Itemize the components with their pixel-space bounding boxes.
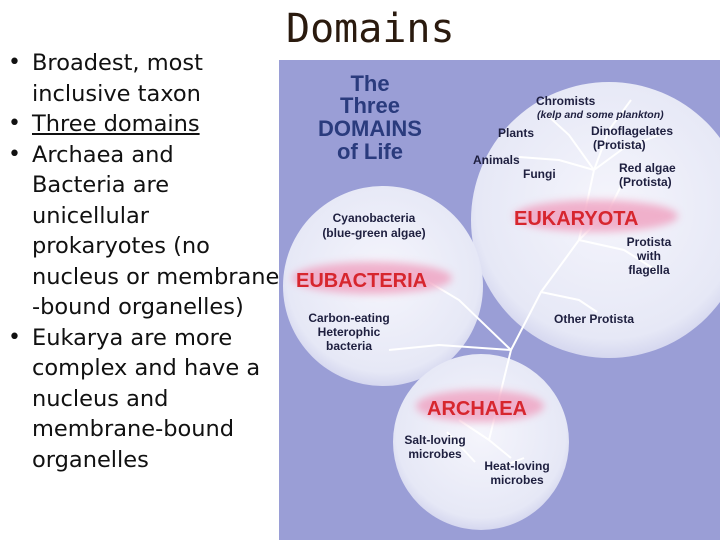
bullet-list — [6, 48, 306, 475]
label-cyanobacteria-note: (blue-green algae) — [322, 226, 426, 240]
bullet-item — [6, 109, 306, 140]
bullet-text: Broadest, most inclusive taxon — [32, 50, 203, 107]
bullet-text: Three domains — [32, 111, 200, 137]
label-heat-loving: microbes — [490, 473, 544, 487]
three-domains-figure — [279, 60, 720, 540]
label-carbon-eating: Heterophic — [317, 325, 381, 339]
domain-label-archaea: ARCHAEA — [427, 398, 527, 420]
bullet-dot: • — [8, 50, 21, 75]
label-protista-flagella: flagella — [628, 263, 670, 277]
label-dinoflagelates-note: (Protista) — [593, 138, 646, 152]
domain-label-eubacteria: EUBACTERIA — [296, 270, 428, 292]
label-red-algae: Red algae — [619, 161, 676, 175]
bullet-text: Eukarya are more complex and have a nucleus and membrane-bound organelles — [32, 324, 261, 473]
bullet-dot: • — [8, 111, 21, 136]
figure-heading-line: The — [350, 71, 390, 96]
label-chromists: Chromists — [536, 94, 596, 108]
bullet-item — [6, 48, 306, 109]
label-fungi: Fungi — [523, 167, 556, 181]
bullet-dot: • — [8, 141, 21, 167]
bullet-text: Archaea and Bacteria are unicellular prokaryotes (no nucleus or membrane -bound organelles) — [32, 141, 280, 320]
figure-heading-line: Three — [340, 93, 400, 118]
label-protista-flagella: Protista — [626, 235, 672, 249]
label-protista-flagella: with — [637, 249, 661, 263]
label-carbon-eating: Carbon-eating — [308, 311, 390, 325]
bullet-item — [6, 140, 306, 323]
label-plants: Plants — [498, 126, 535, 140]
label-red-algae-note: (Protista) — [619, 175, 672, 189]
bullet-item — [6, 323, 306, 476]
label-chromists-note: (kelp and some plankton) — [537, 109, 664, 121]
label-other-protista: Other Protista — [554, 312, 635, 326]
label-dinoflagelates: Dinoflagelates — [591, 124, 674, 138]
figure-heading-line: DOMAINS — [318, 116, 422, 141]
domain-label-eukaryota: EUKARYOTA — [514, 208, 639, 230]
bullet-dot: • — [8, 324, 21, 350]
figure-heading-line: of Life — [337, 139, 403, 164]
three-domains-diagram — [279, 60, 720, 540]
label-heat-loving: Heat-loving — [484, 459, 550, 473]
label-salt-loving: microbes — [408, 447, 462, 461]
label-cyanobacteria: Cyanobacteria — [332, 211, 416, 225]
label-carbon-eating: bacteria — [325, 339, 373, 353]
slide-title: Domains — [286, 6, 455, 52]
label-animals: Animals — [473, 153, 520, 167]
label-salt-loving: Salt-loving — [404, 433, 466, 447]
